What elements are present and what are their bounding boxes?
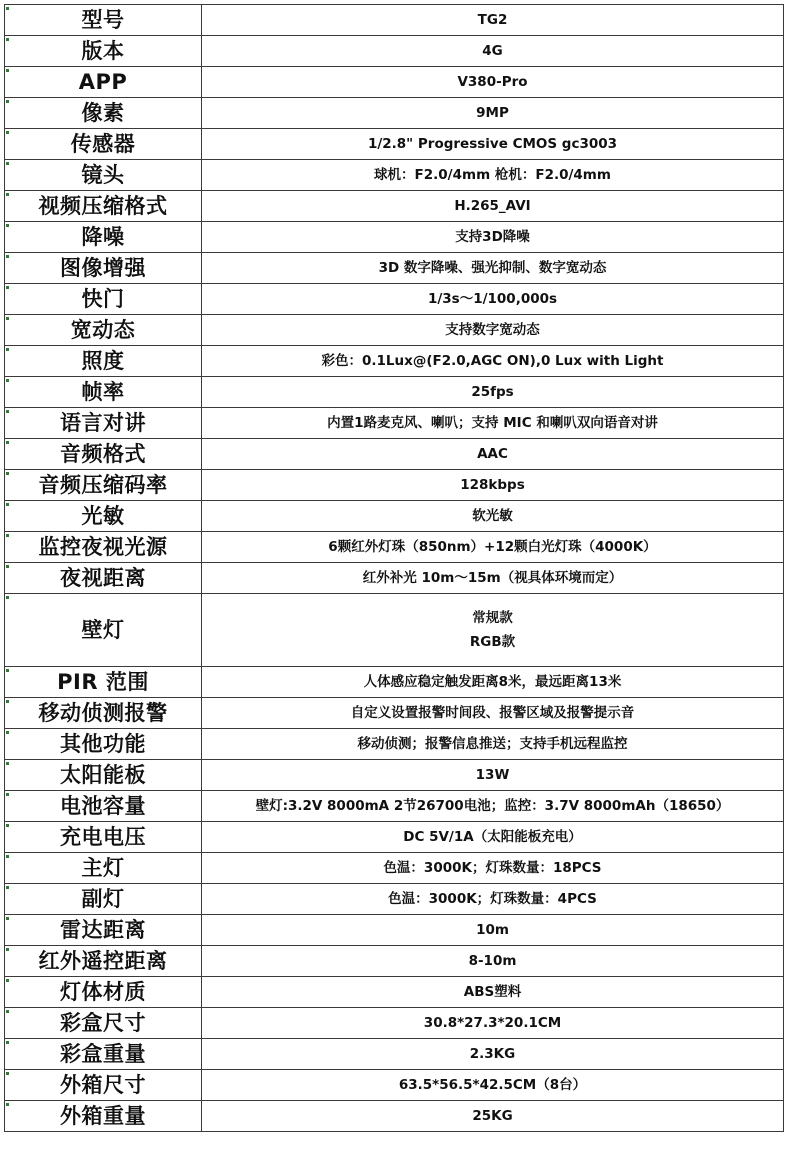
spec-value: ABS塑料 [202, 977, 784, 1008]
spec-row [5, 470, 784, 501]
spec-label: 监控夜视光源 [5, 532, 202, 563]
row-corner-mark [6, 38, 9, 41]
row-corner-mark [6, 948, 9, 951]
spec-row [5, 160, 784, 191]
spec-value: 色温：3000K；灯珠数量：18PCS [202, 853, 784, 884]
row-corner-mark [6, 886, 9, 889]
row-corner-mark [6, 441, 9, 444]
spec-label: APP [5, 67, 202, 98]
spec-label: 传感器 [5, 129, 202, 160]
row-corner-mark [6, 762, 9, 765]
spec-value: DC 5V/1A（太阳能板充电） [202, 822, 784, 853]
spec-label: 雷达距离 [5, 915, 202, 946]
row-corner-mark [6, 348, 9, 351]
spec-value: 9MP [202, 98, 784, 129]
spec-value: 128kbps [202, 470, 784, 501]
spec-row [5, 439, 784, 470]
spec-row [5, 1008, 784, 1039]
row-corner-mark [6, 596, 9, 599]
row-corner-mark [6, 224, 9, 227]
spec-value: 1/2.8" Progressive CMOS gc3003 [202, 129, 784, 160]
spec-label: 帧率 [5, 377, 202, 408]
spec-value: 软光敏 [202, 501, 784, 532]
spec-label: 灯体材质 [5, 977, 202, 1008]
spec-value: 2.3KG [202, 1039, 784, 1070]
row-corner-mark [6, 100, 9, 103]
spec-row [5, 191, 784, 222]
spec-value: 自定义设置报警时间段、报警区域及报警提示音 [202, 698, 784, 729]
spec-row [5, 1070, 784, 1101]
spec-value: 25fps [202, 377, 784, 408]
spec-value: 13W [202, 760, 784, 791]
spec-value: 25KG [202, 1101, 784, 1132]
spec-value: H.265_AVI [202, 191, 784, 222]
row-corner-mark [6, 131, 9, 134]
spec-row [5, 760, 784, 791]
row-corner-mark [6, 7, 9, 10]
spec-label: 其他功能 [5, 729, 202, 760]
spec-row [5, 36, 784, 67]
spec-label: 壁灯 [5, 594, 202, 667]
row-corner-mark [6, 917, 9, 920]
row-corner-mark [6, 472, 9, 475]
spec-table [4, 4, 784, 1132]
spec-label: PIR 范围 [5, 667, 202, 698]
spec-value: 1/3s～1/100,000s [202, 284, 784, 315]
row-corner-mark [6, 669, 9, 672]
spec-value: 支持数字宽动态 [202, 315, 784, 346]
spec-label: 太阳能板 [5, 760, 202, 791]
spec-label: 视频压缩格式 [5, 191, 202, 222]
spec-value: V380-Pro [202, 67, 784, 98]
spec-label: 电池容量 [5, 791, 202, 822]
row-corner-mark [6, 69, 9, 72]
row-corner-mark [6, 855, 9, 858]
spec-row [5, 129, 784, 160]
spec-label: 宽动态 [5, 315, 202, 346]
spec-label: 主灯 [5, 853, 202, 884]
spec-row [5, 532, 784, 563]
row-corner-mark [6, 1010, 9, 1013]
spec-row [5, 563, 784, 594]
spec-value: 6颗红外灯珠（850nm）+12颗白光灯珠（4000K） [202, 532, 784, 563]
spec-row [5, 853, 784, 884]
spec-row [5, 1101, 784, 1132]
spec-row [5, 667, 784, 698]
spec-row [5, 67, 784, 98]
spec-row [5, 791, 784, 822]
spec-row [5, 915, 784, 946]
row-corner-mark [6, 1103, 9, 1106]
spec-label: 彩盒重量 [5, 1039, 202, 1070]
row-corner-mark [6, 162, 9, 165]
spec-value: 红外补光 10m～15m（视具体环境而定） [202, 563, 784, 594]
row-corner-mark [6, 503, 9, 506]
spec-value: 人体感应稳定触发距离8米，最远距离13米 [202, 667, 784, 698]
spec-row [5, 408, 784, 439]
spec-row [5, 5, 784, 36]
spec-row [5, 729, 784, 760]
spec-row [5, 222, 784, 253]
spec-label: 充电电压 [5, 822, 202, 853]
spec-value: 壁灯:3.2V 8000mA 2节26700电池；监控：3.7V 8000mAh（18650） [202, 791, 784, 822]
row-corner-mark [6, 255, 9, 258]
spec-label: 音频压缩码率 [5, 470, 202, 501]
spec-value: 30.8*27.3*20.1CM [202, 1008, 784, 1039]
spec-row [5, 884, 784, 915]
spec-value: 8-10m [202, 946, 784, 977]
spec-label: 语言对讲 [5, 408, 202, 439]
spec-value: 63.5*56.5*42.5CM（8台） [202, 1070, 784, 1101]
spec-row [5, 501, 784, 532]
spec-label: 红外遥控距离 [5, 946, 202, 977]
spec-value: AAC [202, 439, 784, 470]
spec-row [5, 946, 784, 977]
spec-label: 图像增强 [5, 253, 202, 284]
row-corner-mark [6, 1072, 9, 1075]
spec-row [5, 98, 784, 129]
row-corner-mark [6, 534, 9, 537]
row-corner-mark [6, 824, 9, 827]
row-corner-mark [6, 731, 9, 734]
spec-label: 快门 [5, 284, 202, 315]
spec-value: 10m [202, 915, 784, 946]
spec-value: 4G [202, 36, 784, 67]
row-corner-mark [6, 793, 9, 796]
spec-label: 光敏 [5, 501, 202, 532]
spec-row [5, 977, 784, 1008]
spec-label: 夜视距离 [5, 563, 202, 594]
spec-value: 色温：3000K；灯珠数量：4PCS [202, 884, 784, 915]
spec-row [5, 594, 784, 667]
spec-row [5, 253, 784, 284]
spec-label: 降噪 [5, 222, 202, 253]
spec-label: 彩盒尺寸 [5, 1008, 202, 1039]
spec-value: 彩色：0.1Lux@(F2.0,AGC ON),0 Lux with Light [202, 346, 784, 377]
spec-label: 音频格式 [5, 439, 202, 470]
spec-row [5, 1039, 784, 1070]
spec-value: 球机：F2.0/4mm 枪机：F2.0/4mm [202, 160, 784, 191]
spec-row [5, 346, 784, 377]
spec-value: TG2 [202, 5, 784, 36]
spec-value: 移动侦测；报警信息推送；支持手机远程监控 [202, 729, 784, 760]
spec-value-line: RGB款 [469, 634, 516, 650]
row-corner-mark [6, 410, 9, 413]
spec-label: 版本 [5, 36, 202, 67]
spec-value: 支持3D降噪 [202, 222, 784, 253]
row-corner-mark [6, 565, 9, 568]
spec-value [202, 594, 784, 667]
spec-label: 移动侦测报警 [5, 698, 202, 729]
spec-row [5, 284, 784, 315]
spec-value-line: 常规款 [472, 610, 513, 626]
row-corner-mark [6, 1041, 9, 1044]
row-corner-mark [6, 979, 9, 982]
row-corner-mark [6, 317, 9, 320]
row-corner-mark [6, 700, 9, 703]
row-corner-mark [6, 286, 9, 289]
spec-label: 像素 [5, 98, 202, 129]
spec-label: 照度 [5, 346, 202, 377]
spec-row [5, 698, 784, 729]
spec-value: 内置1路麦克风、喇叭；支持 MIC 和喇叭双向语音对讲 [202, 408, 784, 439]
spec-label: 镜头 [5, 160, 202, 191]
row-corner-mark [6, 193, 9, 196]
spec-label: 型号 [5, 5, 202, 36]
spec-label: 外箱尺寸 [5, 1070, 202, 1101]
spec-value: 3D 数字降噪、强光抑制、数字宽动态 [202, 253, 784, 284]
spec-label: 外箱重量 [5, 1101, 202, 1132]
spec-row [5, 822, 784, 853]
spec-label: 副灯 [5, 884, 202, 915]
spec-row [5, 377, 784, 408]
spec-row [5, 315, 784, 346]
row-corner-mark [6, 379, 9, 382]
